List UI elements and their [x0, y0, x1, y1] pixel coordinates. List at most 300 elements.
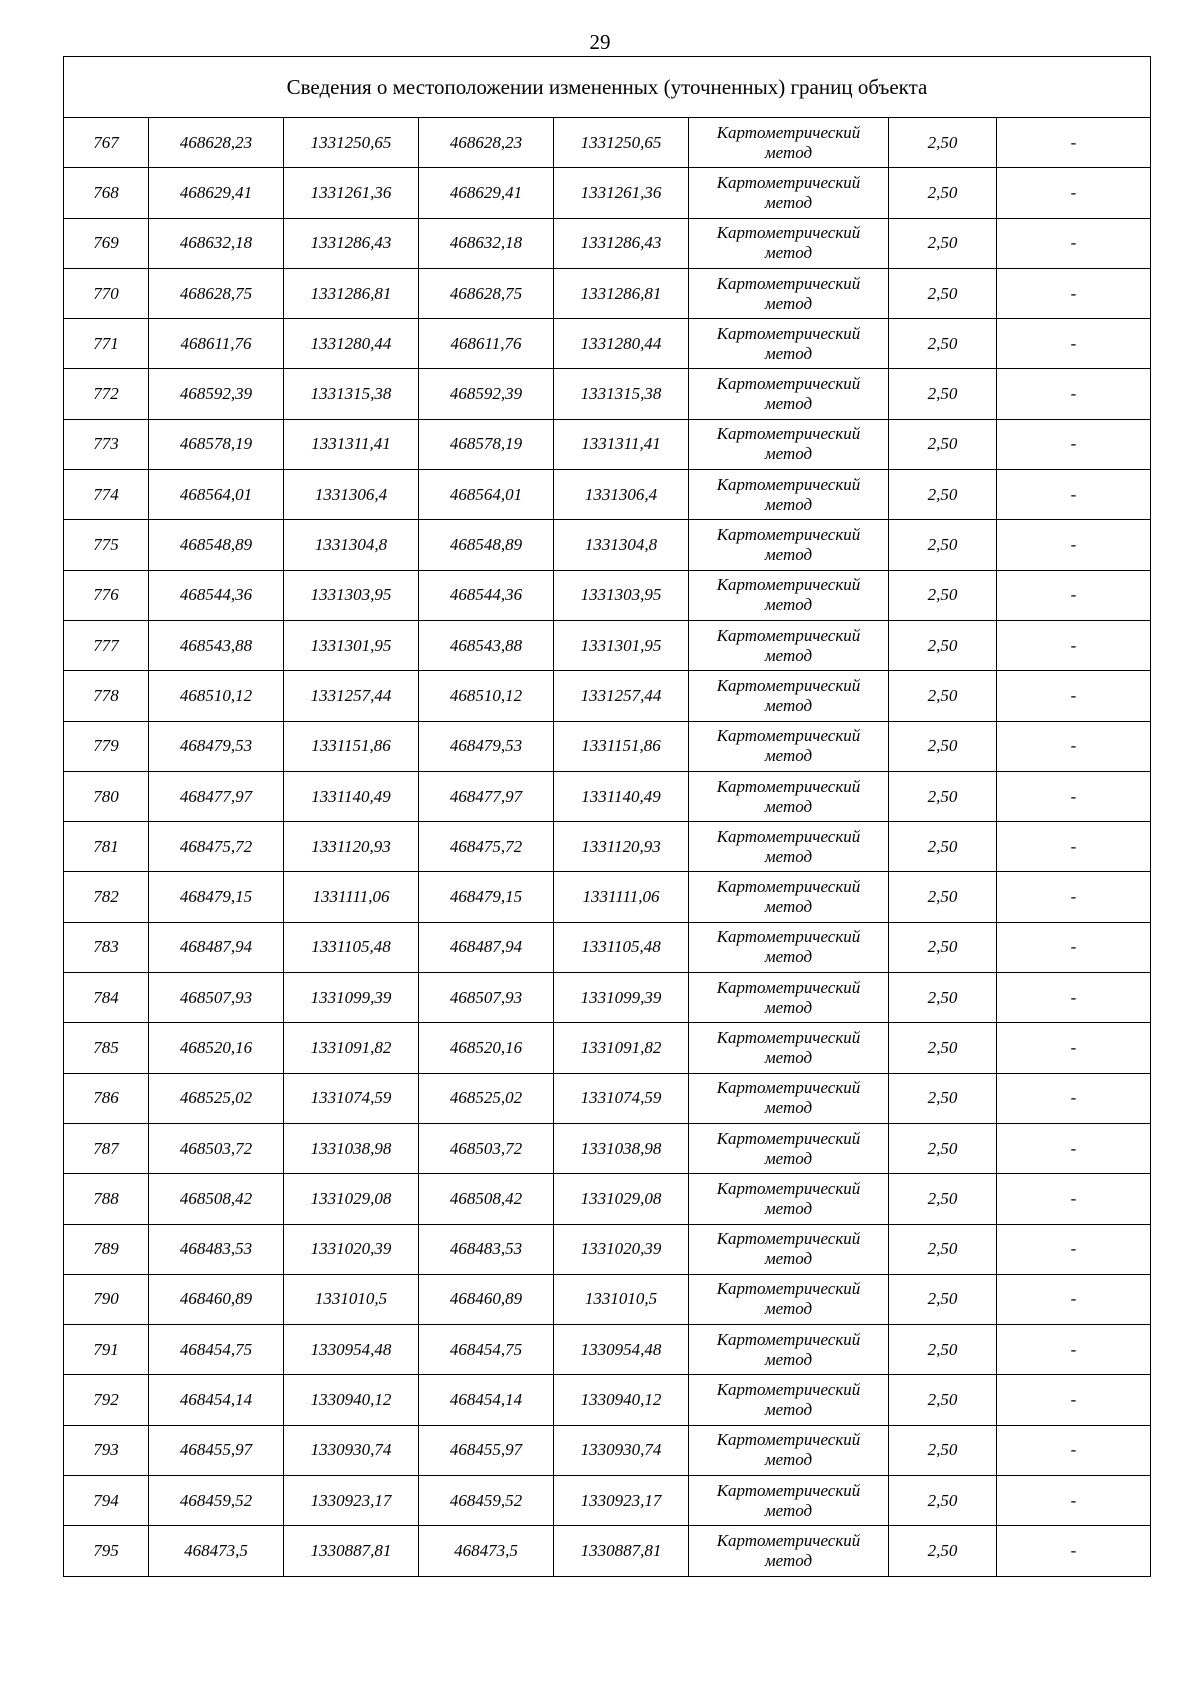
- new-x-cell: 468454,75: [419, 1325, 554, 1375]
- new-x-cell: 468503,72: [419, 1123, 554, 1173]
- new-x-cell: 468479,15: [419, 872, 554, 922]
- method-cell: [689, 721, 889, 771]
- existing-y-cell: 1331038,98: [284, 1123, 419, 1173]
- table-row: [64, 218, 1151, 268]
- existing-x-cell: 468628,75: [149, 268, 284, 318]
- new-y-cell: 1331304,8: [554, 520, 689, 570]
- existing-y-cell: 1331074,59: [284, 1073, 419, 1123]
- method-cell: [689, 118, 889, 168]
- method-text: метод: [764, 1148, 813, 1168]
- method-text: метод: [764, 293, 813, 313]
- new-x-cell: 468544,36: [419, 570, 554, 620]
- note-cell: -: [997, 268, 1151, 318]
- note-cell: -: [997, 1224, 1151, 1274]
- method-text: Картометрический: [716, 675, 861, 695]
- point-number-cell: 775: [64, 520, 149, 570]
- accuracy-cell: 2,50: [889, 1526, 997, 1576]
- method-text: Картометрический: [716, 1480, 861, 1500]
- table-row: [64, 520, 1151, 570]
- table-row: [64, 922, 1151, 972]
- method-text: Картометрический: [716, 122, 861, 142]
- method-text: метод: [764, 1500, 813, 1520]
- method-cell: [689, 1073, 889, 1123]
- method-text: Картометрический: [716, 1078, 861, 1098]
- accuracy-cell: 2,50: [889, 470, 997, 520]
- existing-x-cell: 468479,15: [149, 872, 284, 922]
- method-cell: [689, 771, 889, 821]
- method-cell: [689, 319, 889, 369]
- method-cell: [689, 470, 889, 520]
- accuracy-cell: 2,50: [889, 620, 997, 670]
- note-cell: -: [997, 218, 1151, 268]
- method-text: Картометрический: [716, 1178, 861, 1198]
- new-x-cell: 468508,42: [419, 1174, 554, 1224]
- new-y-cell: 1331301,95: [554, 620, 689, 670]
- table-row: [64, 419, 1151, 469]
- point-number-cell: 770: [64, 268, 149, 318]
- new-y-cell: 1331306,4: [554, 470, 689, 520]
- point-number-cell: 786: [64, 1073, 149, 1123]
- new-x-cell: 468628,23: [419, 118, 554, 168]
- point-number-cell: 780: [64, 771, 149, 821]
- accuracy-cell: 2,50: [889, 721, 997, 771]
- method-text: метод: [764, 746, 813, 766]
- new-y-cell: 1331286,81: [554, 268, 689, 318]
- existing-x-cell: 468454,75: [149, 1325, 284, 1375]
- note-cell: -: [997, 1526, 1151, 1576]
- point-number-cell: 778: [64, 671, 149, 721]
- note-cell: -: [997, 369, 1151, 419]
- new-y-cell: 1330887,81: [554, 1526, 689, 1576]
- method-text: метод: [764, 1450, 813, 1470]
- accuracy-cell: 2,50: [889, 1425, 997, 1475]
- method-text: Картометрический: [716, 172, 861, 192]
- new-y-cell: 1331311,41: [554, 419, 689, 469]
- table-row: [64, 1325, 1151, 1375]
- method-cell: [689, 1224, 889, 1274]
- new-y-cell: 1331286,43: [554, 218, 689, 268]
- new-y-cell: 1331140,49: [554, 771, 689, 821]
- existing-y-cell: 1331257,44: [284, 671, 419, 721]
- method-text: метод: [764, 1299, 813, 1319]
- note-cell: -: [997, 1325, 1151, 1375]
- existing-x-cell: 468455,97: [149, 1425, 284, 1475]
- accuracy-cell: 2,50: [889, 1174, 997, 1224]
- method-text: метод: [764, 192, 813, 212]
- existing-x-cell: 468544,36: [149, 570, 284, 620]
- accuracy-cell: 2,50: [889, 1224, 997, 1274]
- method-text: метод: [764, 545, 813, 565]
- existing-x-cell: 468508,42: [149, 1174, 284, 1224]
- method-cell: [689, 973, 889, 1023]
- new-y-cell: 1331105,48: [554, 922, 689, 972]
- existing-x-cell: 468578,19: [149, 419, 284, 469]
- point-number-cell: 767: [64, 118, 149, 168]
- existing-x-cell: 468503,72: [149, 1123, 284, 1173]
- note-cell: -: [997, 771, 1151, 821]
- existing-y-cell: 1331140,49: [284, 771, 419, 821]
- existing-y-cell: 1331315,38: [284, 369, 419, 419]
- method-text: Картометрический: [716, 1329, 861, 1349]
- existing-x-cell: 468459,52: [149, 1476, 284, 1526]
- point-number-cell: 793: [64, 1425, 149, 1475]
- method-text: метод: [764, 1400, 813, 1420]
- existing-x-cell: 468507,93: [149, 973, 284, 1023]
- table-title: Сведения о местоположении измененных (уточненных) границ объекта: [64, 57, 1151, 118]
- new-x-cell: 468592,39: [419, 369, 554, 419]
- existing-y-cell: 1330940,12: [284, 1375, 419, 1425]
- existing-x-cell: 468473,5: [149, 1526, 284, 1576]
- method-text: Картометрический: [716, 776, 861, 796]
- new-x-cell: 468525,02: [419, 1073, 554, 1123]
- new-y-cell: 1331029,08: [554, 1174, 689, 1224]
- note-cell: -: [997, 520, 1151, 570]
- accuracy-cell: 2,50: [889, 1325, 997, 1375]
- existing-y-cell: 1331091,82: [284, 1023, 419, 1073]
- accuracy-cell: 2,50: [889, 369, 997, 419]
- note-cell: -: [997, 118, 1151, 168]
- existing-y-cell: 1331105,48: [284, 922, 419, 972]
- method-cell: [689, 218, 889, 268]
- table-row: [64, 319, 1151, 369]
- table-row: [64, 620, 1151, 670]
- method-cell: [689, 1123, 889, 1173]
- accuracy-cell: 2,50: [889, 822, 997, 872]
- point-number-cell: 772: [64, 369, 149, 419]
- point-number-cell: 769: [64, 218, 149, 268]
- new-y-cell: 1331151,86: [554, 721, 689, 771]
- table-row: [64, 1224, 1151, 1274]
- accuracy-cell: 2,50: [889, 1123, 997, 1173]
- method-cell: [689, 671, 889, 721]
- note-cell: -: [997, 1073, 1151, 1123]
- new-x-cell: 468460,89: [419, 1274, 554, 1324]
- existing-x-cell: 468548,89: [149, 520, 284, 570]
- table-row: [64, 771, 1151, 821]
- new-x-cell: 468475,72: [419, 822, 554, 872]
- method-cell: [689, 1425, 889, 1475]
- new-x-cell: 468611,76: [419, 319, 554, 369]
- existing-y-cell: 1331099,39: [284, 973, 419, 1023]
- method-text: Картометрический: [716, 977, 861, 997]
- method-text: Картометрический: [716, 826, 861, 846]
- method-text: Картометрический: [716, 374, 861, 394]
- accuracy-cell: 2,50: [889, 1073, 997, 1123]
- method-text: метод: [764, 695, 813, 715]
- new-y-cell: 1331111,06: [554, 872, 689, 922]
- point-number-cell: 781: [64, 822, 149, 872]
- method-text: метод: [764, 494, 813, 514]
- table-row: [64, 1023, 1151, 1073]
- method-cell: [689, 369, 889, 419]
- point-number-cell: 788: [64, 1174, 149, 1224]
- new-y-cell: 1330940,12: [554, 1375, 689, 1425]
- method-text: Картометрический: [716, 1430, 861, 1450]
- existing-x-cell: 468475,72: [149, 822, 284, 872]
- point-number-cell: 774: [64, 470, 149, 520]
- new-x-cell: 468479,53: [419, 721, 554, 771]
- new-x-cell: 468629,41: [419, 168, 554, 218]
- method-text: метод: [764, 796, 813, 816]
- point-number-cell: 794: [64, 1476, 149, 1526]
- table-title-row: [64, 57, 1151, 118]
- method-text: Картометрический: [716, 1229, 861, 1249]
- new-y-cell: 1331280,44: [554, 319, 689, 369]
- existing-y-cell: 1331250,65: [284, 118, 419, 168]
- method-text: Картометрический: [716, 575, 861, 595]
- existing-y-cell: 1331286,43: [284, 218, 419, 268]
- method-text: метод: [764, 444, 813, 464]
- new-y-cell: 1331250,65: [554, 118, 689, 168]
- point-number-cell: 777: [64, 620, 149, 670]
- accuracy-cell: 2,50: [889, 419, 997, 469]
- accuracy-cell: 2,50: [889, 218, 997, 268]
- table-row: [64, 268, 1151, 318]
- accuracy-cell: 2,50: [889, 1023, 997, 1073]
- accuracy-cell: 2,50: [889, 268, 997, 318]
- table-row: [64, 721, 1151, 771]
- table-row: [64, 1073, 1151, 1123]
- point-number-cell: 785: [64, 1023, 149, 1073]
- existing-x-cell: 468632,18: [149, 218, 284, 268]
- new-y-cell: 1331261,36: [554, 168, 689, 218]
- method-text: Картометрический: [716, 1530, 861, 1550]
- new-y-cell: 1331074,59: [554, 1073, 689, 1123]
- table-row: [64, 671, 1151, 721]
- existing-y-cell: 1331151,86: [284, 721, 419, 771]
- existing-y-cell: 1331280,44: [284, 319, 419, 369]
- method-text: метод: [764, 1098, 813, 1118]
- accuracy-cell: 2,50: [889, 922, 997, 972]
- new-x-cell: 468487,94: [419, 922, 554, 972]
- method-text: метод: [764, 243, 813, 263]
- method-text: метод: [764, 1198, 813, 1218]
- method-text: метод: [764, 897, 813, 917]
- method-cell: [689, 1476, 889, 1526]
- existing-x-cell: 468525,02: [149, 1073, 284, 1123]
- note-cell: -: [997, 319, 1151, 369]
- accuracy-cell: 2,50: [889, 319, 997, 369]
- new-y-cell: 1331303,95: [554, 570, 689, 620]
- new-y-cell: 1330930,74: [554, 1425, 689, 1475]
- method-text: Картометрический: [716, 927, 861, 947]
- method-cell: [689, 620, 889, 670]
- existing-y-cell: 1331020,39: [284, 1224, 419, 1274]
- table-row: [64, 1425, 1151, 1475]
- new-x-cell: 468454,14: [419, 1375, 554, 1425]
- method-cell: [689, 822, 889, 872]
- existing-x-cell: 468510,12: [149, 671, 284, 721]
- method-cell: [689, 1023, 889, 1073]
- method-text: Картометрический: [716, 625, 861, 645]
- existing-y-cell: 1331111,06: [284, 872, 419, 922]
- note-cell: -: [997, 419, 1151, 469]
- method-text: метод: [764, 1249, 813, 1269]
- existing-y-cell: 1331301,95: [284, 620, 419, 670]
- point-number-cell: 787: [64, 1123, 149, 1173]
- accuracy-cell: 2,50: [889, 1476, 997, 1526]
- note-cell: -: [997, 1174, 1151, 1224]
- method-text: Картометрический: [716, 474, 861, 494]
- new-x-cell: 468473,5: [419, 1526, 554, 1576]
- existing-y-cell: 1331286,81: [284, 268, 419, 318]
- table-row: [64, 470, 1151, 520]
- new-y-cell: 1331091,82: [554, 1023, 689, 1073]
- method-cell: [689, 1375, 889, 1425]
- existing-x-cell: 468592,39: [149, 369, 284, 419]
- new-x-cell: 468632,18: [419, 218, 554, 268]
- method-cell: [689, 268, 889, 318]
- new-x-cell: 468477,97: [419, 771, 554, 821]
- method-text: Картометрический: [716, 1279, 861, 1299]
- note-cell: -: [997, 168, 1151, 218]
- table-row: [64, 872, 1151, 922]
- method-text: Картометрический: [716, 1128, 861, 1148]
- existing-y-cell: 1330954,48: [284, 1325, 419, 1375]
- new-x-cell: 468548,89: [419, 520, 554, 570]
- method-cell: [689, 872, 889, 922]
- existing-y-cell: 1331306,4: [284, 470, 419, 520]
- new-y-cell: 1331099,39: [554, 973, 689, 1023]
- existing-x-cell: 468520,16: [149, 1023, 284, 1073]
- note-cell: -: [997, 570, 1151, 620]
- method-text: метод: [764, 997, 813, 1017]
- method-cell: [689, 1526, 889, 1576]
- note-cell: -: [997, 721, 1151, 771]
- accuracy-cell: 2,50: [889, 771, 997, 821]
- method-text: Картометрический: [716, 223, 861, 243]
- existing-x-cell: 468479,53: [149, 721, 284, 771]
- note-cell: -: [997, 1274, 1151, 1324]
- existing-x-cell: 468564,01: [149, 470, 284, 520]
- method-text: метод: [764, 947, 813, 967]
- point-number-cell: 784: [64, 973, 149, 1023]
- point-number-cell: 782: [64, 872, 149, 922]
- existing-x-cell: 468483,53: [149, 1224, 284, 1274]
- point-number-cell: 790: [64, 1274, 149, 1324]
- point-number-cell: 789: [64, 1224, 149, 1274]
- method-cell: [689, 1274, 889, 1324]
- method-cell: [689, 1325, 889, 1375]
- table-row: [64, 1274, 1151, 1324]
- new-x-cell: 468543,88: [419, 620, 554, 670]
- accuracy-cell: 2,50: [889, 973, 997, 1023]
- table-row: [64, 973, 1151, 1023]
- existing-y-cell: 1331010,5: [284, 1274, 419, 1324]
- new-y-cell: 1330923,17: [554, 1476, 689, 1526]
- table-row: [64, 369, 1151, 419]
- method-cell: [689, 419, 889, 469]
- coordinates-table: [63, 56, 1151, 1577]
- method-text: Картометрический: [716, 525, 861, 545]
- method-text: метод: [764, 142, 813, 162]
- method-text: Картометрический: [716, 1380, 861, 1400]
- accuracy-cell: 2,50: [889, 1375, 997, 1425]
- method-text: Картометрический: [716, 1027, 861, 1047]
- existing-x-cell: 468629,41: [149, 168, 284, 218]
- new-y-cell: 1331010,5: [554, 1274, 689, 1324]
- note-cell: -: [997, 922, 1151, 972]
- method-cell: [689, 168, 889, 218]
- point-number-cell: 771: [64, 319, 149, 369]
- note-cell: -: [997, 973, 1151, 1023]
- new-y-cell: 1330954,48: [554, 1325, 689, 1375]
- existing-y-cell: 1331120,93: [284, 822, 419, 872]
- method-text: Картометрический: [716, 726, 861, 746]
- method-text: метод: [764, 1349, 813, 1369]
- point-number-cell: 773: [64, 419, 149, 469]
- method-text: Картометрический: [716, 424, 861, 444]
- existing-y-cell: 1330923,17: [284, 1476, 419, 1526]
- existing-y-cell: 1330930,74: [284, 1425, 419, 1475]
- page-number: 29: [589, 30, 611, 54]
- new-y-cell: 1331257,44: [554, 671, 689, 721]
- existing-x-cell: 468477,97: [149, 771, 284, 821]
- table-row: [64, 1174, 1151, 1224]
- new-y-cell: 1331020,39: [554, 1224, 689, 1274]
- existing-x-cell: 468628,23: [149, 118, 284, 168]
- table-row: [64, 822, 1151, 872]
- new-y-cell: 1331315,38: [554, 369, 689, 419]
- method-text: метод: [764, 846, 813, 866]
- existing-x-cell: 468460,89: [149, 1274, 284, 1324]
- method-text: метод: [764, 394, 813, 414]
- point-number-cell: 768: [64, 168, 149, 218]
- point-number-cell: 792: [64, 1375, 149, 1425]
- method-text: метод: [764, 343, 813, 363]
- method-cell: [689, 520, 889, 570]
- table-row: [64, 1375, 1151, 1425]
- existing-y-cell: 1331261,36: [284, 168, 419, 218]
- existing-x-cell: 468543,88: [149, 620, 284, 670]
- point-number-cell: 795: [64, 1526, 149, 1576]
- note-cell: -: [997, 872, 1151, 922]
- new-y-cell: 1331038,98: [554, 1123, 689, 1173]
- method-text: метод: [764, 645, 813, 665]
- accuracy-cell: 2,50: [889, 1274, 997, 1324]
- note-cell: -: [997, 620, 1151, 670]
- table-row: [64, 570, 1151, 620]
- table-row: [64, 1476, 1151, 1526]
- new-x-cell: 468520,16: [419, 1023, 554, 1073]
- new-x-cell: 468459,52: [419, 1476, 554, 1526]
- note-cell: -: [997, 1123, 1151, 1173]
- accuracy-cell: 2,50: [889, 118, 997, 168]
- note-cell: -: [997, 1023, 1151, 1073]
- point-number-cell: 791: [64, 1325, 149, 1375]
- new-y-cell: 1331120,93: [554, 822, 689, 872]
- new-x-cell: 468510,12: [419, 671, 554, 721]
- new-x-cell: 468564,01: [419, 470, 554, 520]
- method-text: метод: [764, 1047, 813, 1067]
- method-text: метод: [764, 595, 813, 615]
- accuracy-cell: 2,50: [889, 872, 997, 922]
- table-row: [64, 168, 1151, 218]
- method-cell: [689, 922, 889, 972]
- note-cell: -: [997, 1476, 1151, 1526]
- existing-x-cell: 468611,76: [149, 319, 284, 369]
- accuracy-cell: 2,50: [889, 168, 997, 218]
- method-text: Картометрический: [716, 323, 861, 343]
- point-number-cell: 779: [64, 721, 149, 771]
- existing-x-cell: 468454,14: [149, 1375, 284, 1425]
- note-cell: -: [997, 671, 1151, 721]
- note-cell: -: [997, 1375, 1151, 1425]
- point-number-cell: 783: [64, 922, 149, 972]
- method-cell: [689, 1174, 889, 1224]
- accuracy-cell: 2,50: [889, 570, 997, 620]
- existing-y-cell: 1331311,41: [284, 419, 419, 469]
